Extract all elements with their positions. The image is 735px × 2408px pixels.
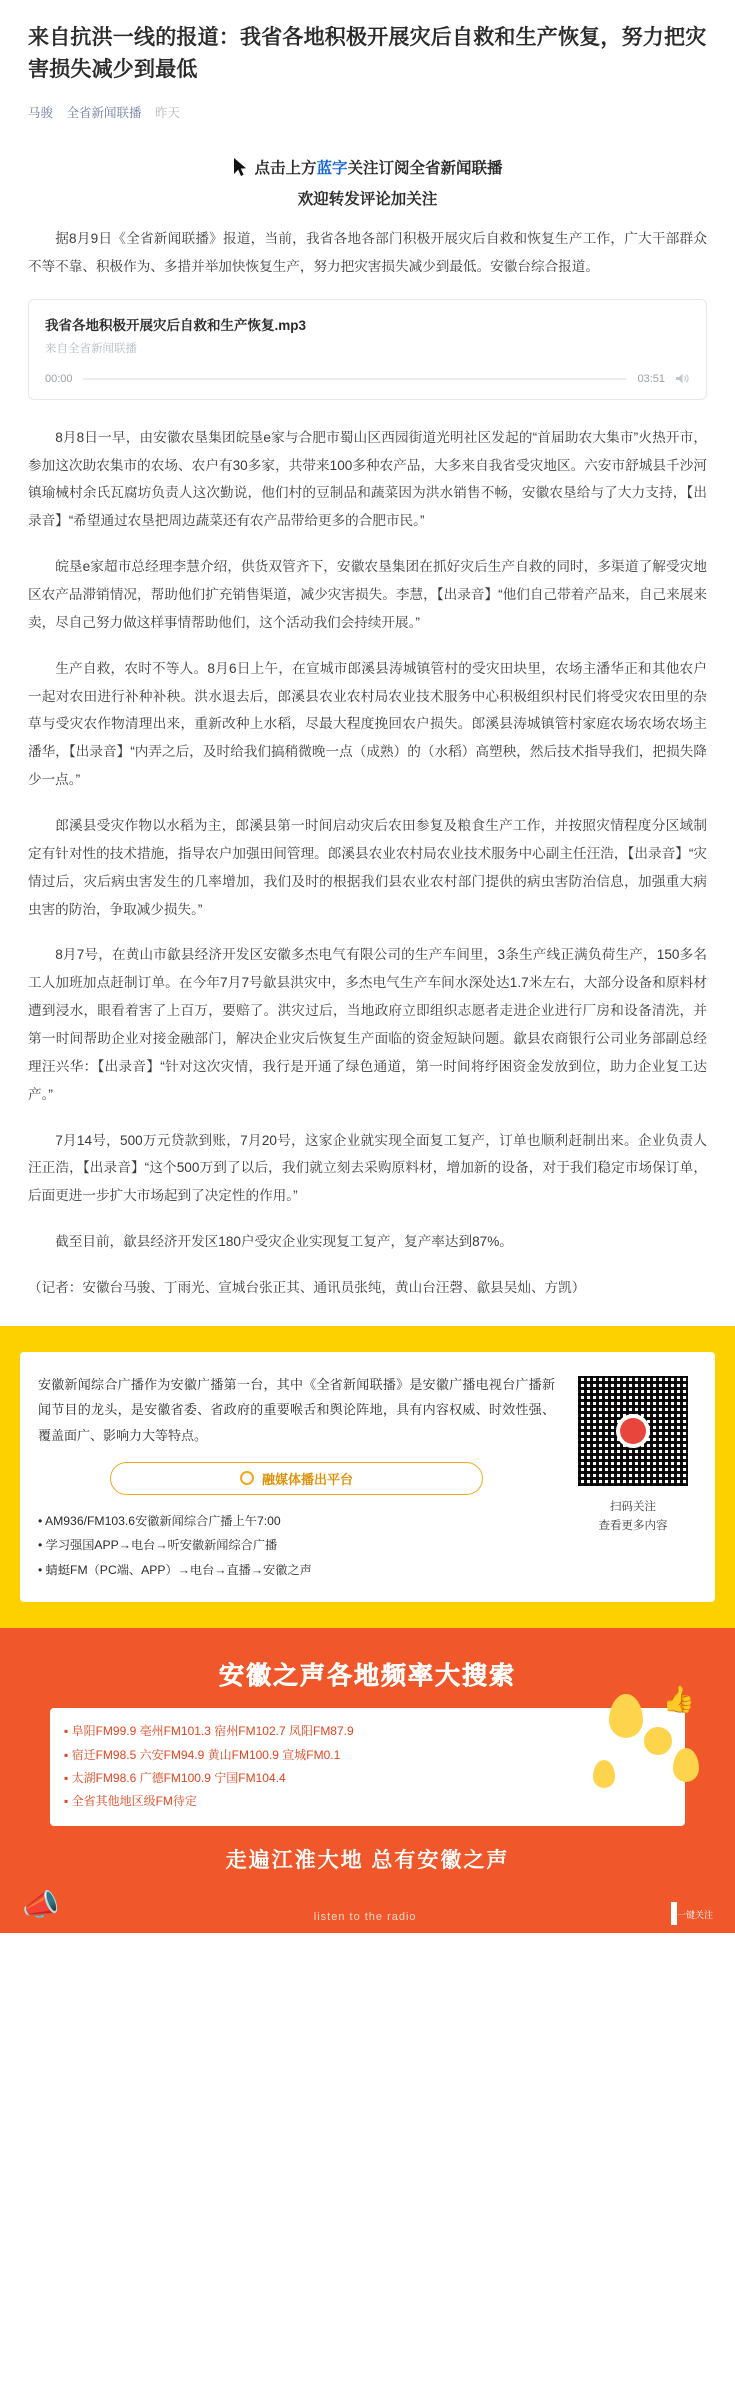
balloon-icon: [593, 1760, 615, 1788]
paragraph: 皖垦e家超市总经理李慧介绍，供货双管齐下，安徽农垦集团在抓好灾后生产自救的同时，多渠道了解受灾地区农产品滞销情况，帮助他们扩充销售渠道，减少灾害损失。李慧，【出录音】“他们自己带着产品来，自己来展来卖，尽自己努力做这样事情帮助他们，这个活动我们会持续开展。”: [28, 559, 707, 630]
paragraph: 郎溪县受灾作物以水稻为主，郎溪县第一时间启动灾后农田参复及粮食生产工作，并按照灾情程度分区域制定有针对性的技术措施，指导农户加强田间管理。郎溪县农业农村局农业技术服务中心副主任汪浩，【出录音】“灾情过后，灾后病虫害发生的几率增加，我们及时的根据我们县农业农村部门提供的病虫害防治信息，加强重大病虫害的防治，争取减少损失。”: [28, 818, 707, 917]
cursor-arrow-icon: [232, 157, 248, 177]
follow-text-blue[interactable]: 蓝字: [316, 160, 348, 177]
balloon-icon: [609, 1694, 643, 1738]
qr-code-icon[interactable]: [574, 1372, 692, 1490]
megaphone-icon: 📣: [22, 1888, 60, 1922]
page-title: 来自抗洪一线的报道：我省各地积极开展灾后自救和生产恢复，努力把灾害损失减少到最低: [28, 26, 707, 81]
paragraph: 生产自救，农时不等人。8月6日上午，在宣城市郎溪县涛城镇管村的受灾田块里，农场主潘华正和其他农户一起对农田进行补种补秧。洪水退去后，郎溪县农业农村局农业技术服务中心积极组织村民们将受灾农田里的杂草与受灾农作物清理出来，重新改种上水稻，尽最大程度挽回农户损失。郎溪县涛城镇管村家庭农场农场农场主潘华，【出录音】“内弄之后，及时给我们搞稍微晚一点（成熟）的（水稻）高塑秧，然后技术指导我们，把损失降少一点。”: [28, 660, 707, 788]
radio-title-text: 安徽之声各地频率大搜索: [218, 1662, 516, 1691]
promo-platform-badge: [110, 1462, 482, 1495]
audio-player[interactable]: [28, 299, 707, 400]
article-author[interactable]: 马骏: [28, 106, 54, 120]
audio-duration: 03:51: [637, 373, 665, 386]
paragraph: 7月14号，500万元贷款到账，7月20号，这家企业就实现全面复工复产，订单也顺利赶制出来。企业负责人汪正浩，【出录音】“这个500万到了以后，我们就立刻去采购原料材，增加新的设备，对于我们稳定市场保订单，后面更进一步扩大市场起到了决定性的作用。”: [28, 1132, 707, 1204]
list-item: ▪ 宿迁FM98.5 六安FM94.9 黄山FM100.9 宣城FM0.1: [64, 1747, 341, 1762]
medal-icon: [641, 1724, 675, 1758]
list-item: ▪ 全省其他地区级FM待定: [64, 1794, 197, 1809]
audio-controls[interactable]: [45, 372, 690, 387]
list-item: • 学习强国APP→电台→听安徽新闻综合广播: [38, 1538, 278, 1553]
promo-platform-label: 融媒体播出平台: [261, 1471, 353, 1487]
radio-banner: [0, 1628, 735, 1933]
follow-line-1: [232, 153, 502, 184]
list-item: ▪ 阜阳FM99.9 亳州FM101.3 宿州FM102.7 凤阳FM87.9: [64, 1724, 354, 1739]
audio-current-time: 00:00: [45, 373, 73, 386]
article-content: [0, 127, 735, 1302]
radio-title: [16, 1646, 719, 1698]
paragraph: 据8月9日《全省新闻联播》报道，当前，我省各地各部门积极开展灾后自救和恢复生产工作，广大干部群众不等不靠、积极作为、多措并举加快恢复生产，努力把灾害损失减少到最低。安徽台综合报道。: [28, 231, 707, 274]
follow-line-2: 欢迎转发评论加关注: [297, 191, 438, 208]
radio-qr-caption: 一键关注: [676, 1909, 713, 1920]
qr-caption-line-2: 查看更多内容: [598, 1520, 668, 1533]
list-item: • 蜻蜓FM（PC端、APP）→电台→直播→安徽之声: [38, 1562, 312, 1577]
article-source[interactable]: 全省新闻联播: [66, 106, 142, 120]
promo-description: 安徽新闻综合广播作为安徽广播第一台，其中《全省新闻联播》是安徽广播电视台广播新闻节目的龙头，是安徽省委、省政府的重要喉舌和舆论阵地，具有内容权威、时效性强、覆盖面广、影响力大等特点。: [38, 1376, 555, 1443]
promo-right: [569, 1372, 697, 1582]
audio-source: 来自全省新闻联播: [45, 342, 137, 355]
balloon-icon: [673, 1748, 699, 1782]
qr-caption-line-1: 扫码关注: [610, 1500, 656, 1513]
promo-channel-list: [38, 1509, 555, 1582]
follow-prompt: [28, 127, 707, 225]
promo-left: [38, 1372, 555, 1582]
promo-inner: [20, 1352, 715, 1602]
radio-qr-block[interactable]: [671, 1905, 713, 1923]
follow-text-a: 点击上方: [254, 160, 317, 177]
byline: （记者：安徽台马骏、丁雨光、宣城台张正其、通讯员张纯，黄山台汪磬、歙县吴灿、方凯）: [28, 1280, 586, 1296]
promo-card: [0, 1326, 735, 1628]
audio-progress-bar[interactable]: [83, 378, 628, 380]
article-meta: [28, 103, 707, 121]
article-header: [0, 0, 735, 121]
article-time: 昨天: [155, 106, 181, 120]
list-item: ▪ 太湖FM98.6 广德FM100.9 宁国FM104.4: [64, 1770, 286, 1785]
paragraph: 截至目前，歙县经济开发区180户受灾企业实现复工复产，复产率达到87%。: [55, 1234, 513, 1250]
paragraph: 8月7号，在黄山市歙县经济开发区安徽多杰电气有限公司的生产车间里，3条生产线正满负荷生产，150多名工人加班加点赶制订单。在今年7月7号歙县洪灾中，多杰电气生产车间水深处达1.7米左右，大部分设备和原料材遭到浸水，眼看着害了上百万，要赔了。洪灾过后，当地政府立即组织志愿者走进企业进行厂房和设备清洗，并第一时间帮助企业对接金融部门，解决企业灾后恢复生产面临的资金短缺问题。歙县农商银行公司业务部副总经理汪兴华：【出录音】“针对这次灾情，我行是开通了绿色通道，第一时间将纾困资金发放到位，助力企业复工达产。”: [28, 947, 707, 1102]
follow-text-c: 关注订阅全省新闻联播: [347, 160, 503, 177]
radio-listen-text: listen to the radio: [313, 1910, 417, 1923]
audio-title: 我省各地积极开展灾后自救和生产恢复.mp3: [45, 317, 307, 333]
paragraph: 8月8日一早，由安徽农垦集团皖垦e家与合肥市蜀山区西园街道光明社区发起的“首届助农大集市”火热开市，参加这次助农集市的农场、农户有30多家，共带来100多种农产品，大多来自我省受灾地区。六安市舒城县千沙河镇瑜械村余氏瓦腐坊负责人这次勤说，他们村的豆制品和蔬菜因为洪水销售不畅，安徽农垦给与了大力支持，【出录音】“希望通过农垦把周边蔬菜还有农产品带给更多的合肥市民。”: [28, 429, 707, 529]
volume-icon[interactable]: [675, 372, 690, 387]
ring-icon: [240, 1471, 254, 1485]
qr-caption: [569, 1498, 697, 1537]
radio-slogan: 走遍江淮大地 总有安徽之声: [225, 1848, 510, 1872]
thumbs-up-icon: 👍: [662, 1684, 695, 1715]
radio-footer: [16, 1888, 719, 1933]
radio-frequency-list: [50, 1708, 685, 1826]
list-item: • AM936/FM103.6安徽新闻综合广播上午7:00: [38, 1513, 281, 1528]
